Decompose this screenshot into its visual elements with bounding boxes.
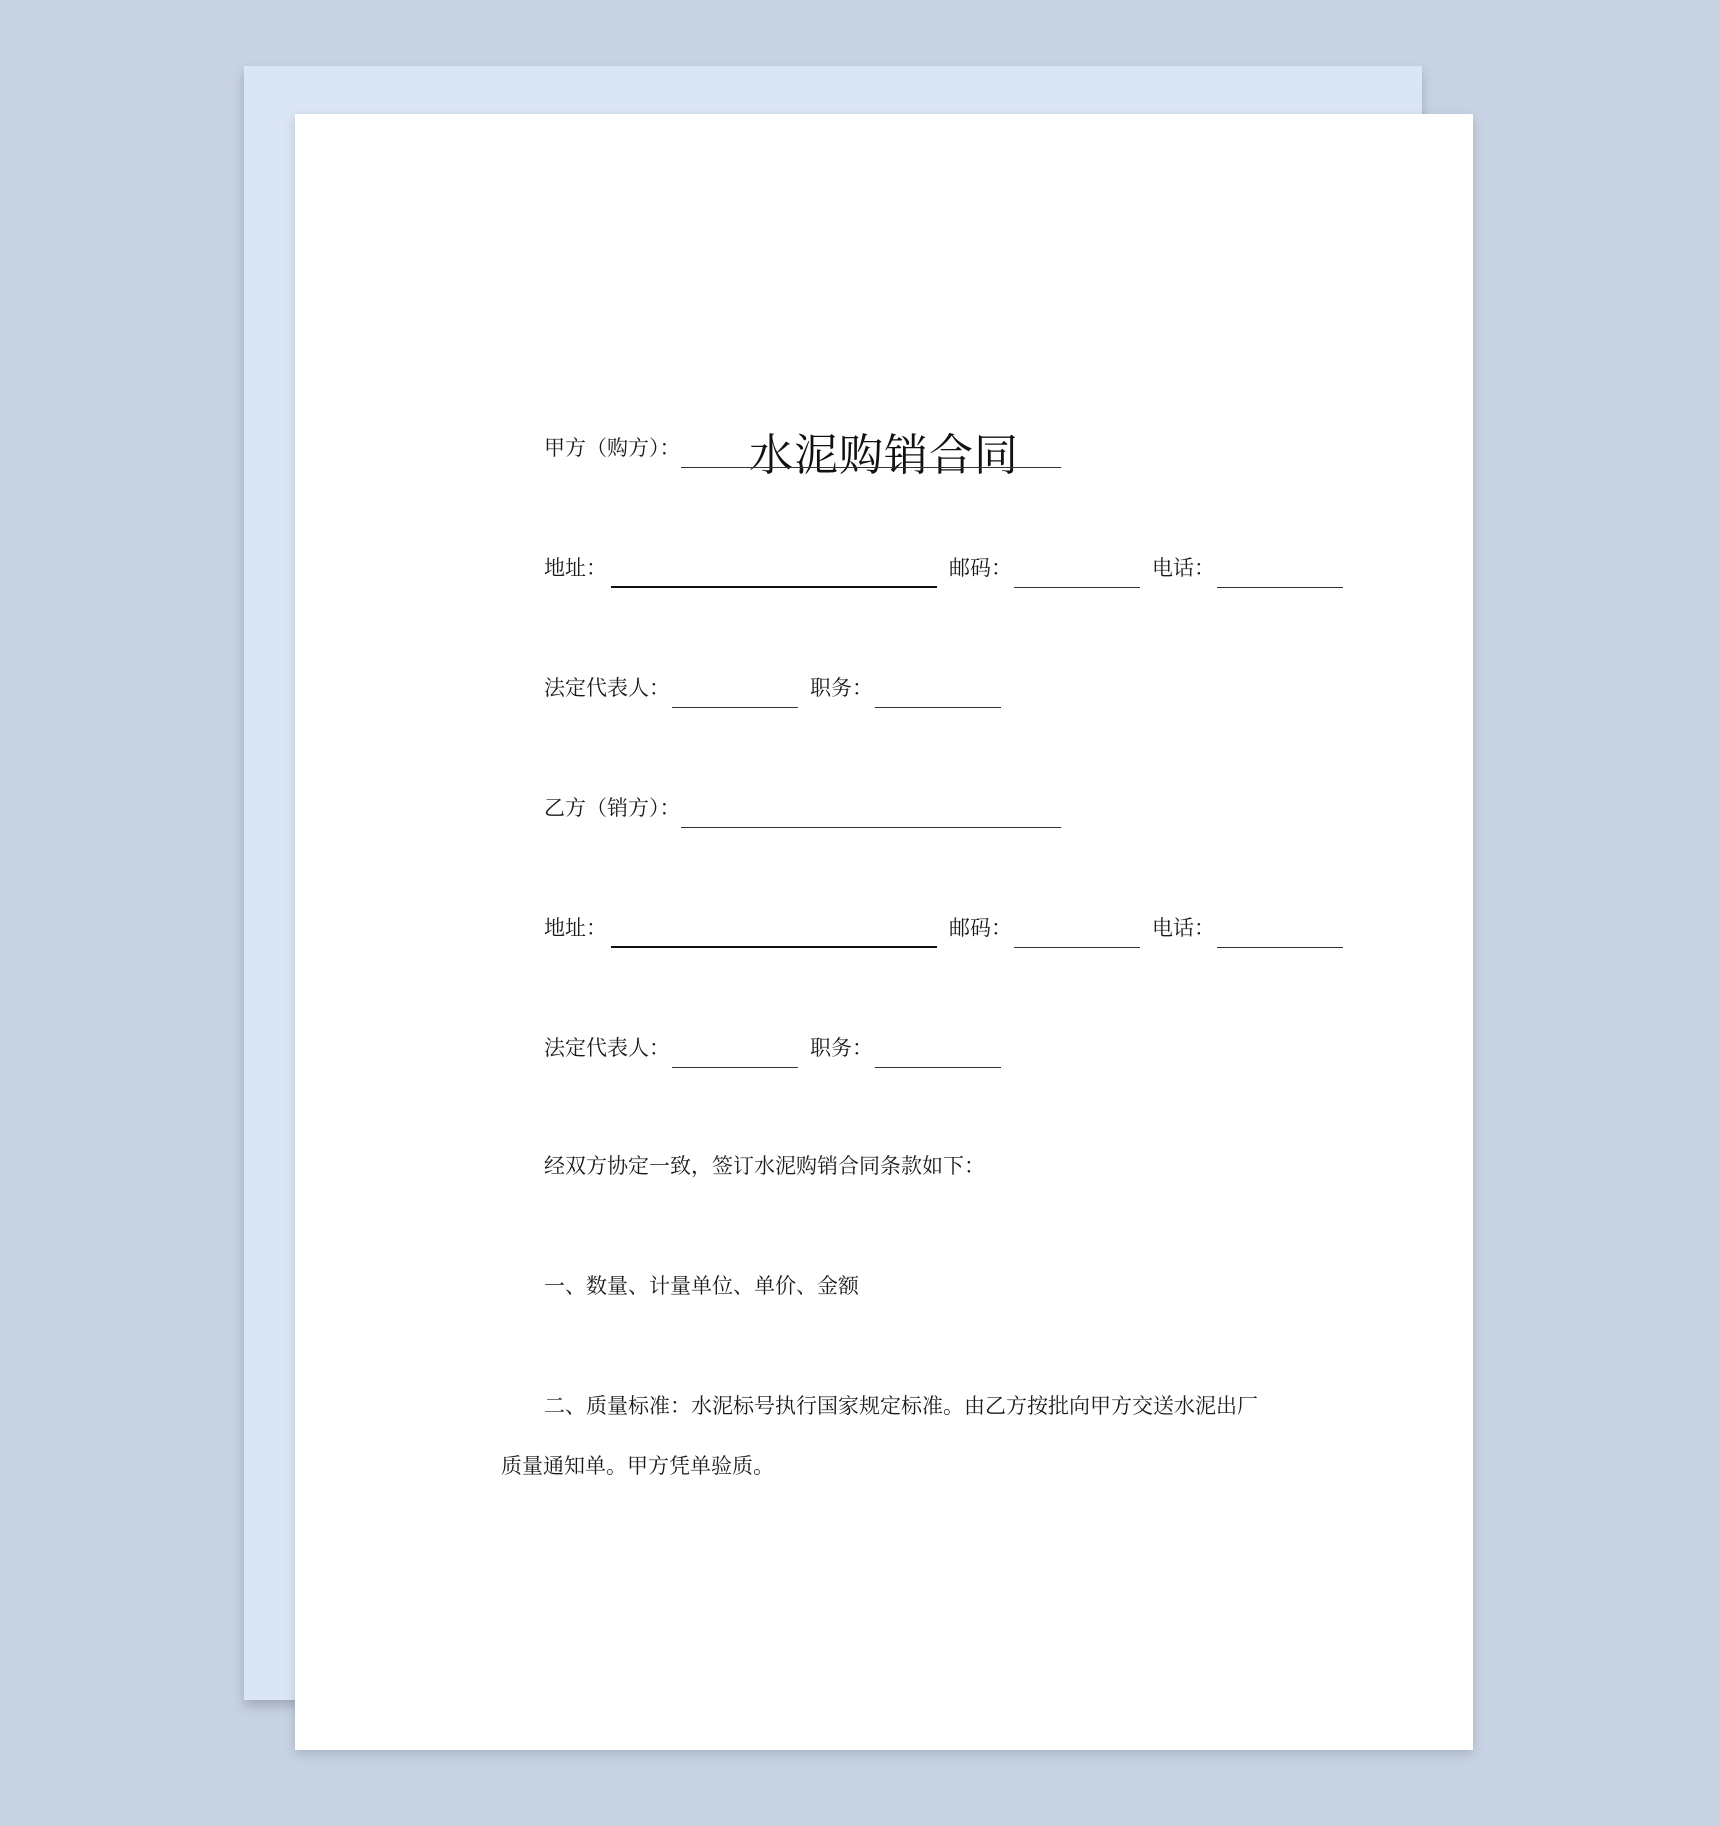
party-b-phone-label: 电话： (1152, 916, 1215, 940)
party-a-phone-label: 电话： (1152, 556, 1215, 580)
party-a-name-line (544, 428, 1061, 468)
party-b-postcode-label: 邮码： (949, 916, 1012, 940)
clause-2: 二、质量标准：水泥标号执行国家规定标准。由乙方按批向甲方交送水泥出厂 (544, 1394, 1258, 1418)
party-a-rep-label: 法定代表人： (544, 676, 670, 700)
party-a-address-line (544, 548, 1343, 588)
party-a-position-field[interactable] (875, 677, 1001, 708)
party-b-name-field[interactable] (681, 797, 1061, 828)
party-b-position-label: 职务： (810, 1036, 873, 1060)
party-b-phone-field[interactable] (1217, 917, 1343, 948)
party-a-address-field[interactable] (611, 556, 937, 588)
party-b-address-field[interactable] (611, 916, 937, 948)
party-a-address-label: 地址： (544, 556, 607, 580)
party-a-postcode-label: 邮码： (949, 556, 1012, 580)
party-b-address-label: 地址： (544, 916, 607, 940)
clause-1: 一、数量、计量单位、单价、金额 (544, 1274, 859, 1298)
party-b-position-field[interactable] (875, 1037, 1001, 1068)
document-title: 水泥购销合同 (749, 430, 1019, 481)
party-b-rep-line (544, 1028, 1001, 1068)
intro-paragraph: 经双方协定一致，签订水泥购销合同条款如下： (544, 1154, 985, 1178)
party-b-name-line (544, 788, 1061, 828)
party-a-postcode-field[interactable] (1014, 557, 1140, 588)
document-page (295, 114, 1473, 1750)
clause-2-continued: 质量通知单。甲方凭单验质。 (501, 1454, 774, 1478)
party-b-postcode-field[interactable] (1014, 917, 1140, 948)
party-b-rep-field[interactable] (672, 1037, 798, 1068)
party-a-rep-field[interactable] (672, 677, 798, 708)
party-a-label: 甲方（购方）： (544, 436, 681, 460)
party-b-rep-label: 法定代表人： (544, 1036, 670, 1060)
party-b-address-line (544, 908, 1343, 948)
party-a-position-label: 职务： (810, 676, 873, 700)
party-a-rep-line (544, 668, 1001, 708)
party-a-name-field[interactable] (681, 437, 1061, 468)
party-a-phone-field[interactable] (1217, 557, 1343, 588)
party-b-label: 乙方（销方）： (544, 796, 681, 820)
